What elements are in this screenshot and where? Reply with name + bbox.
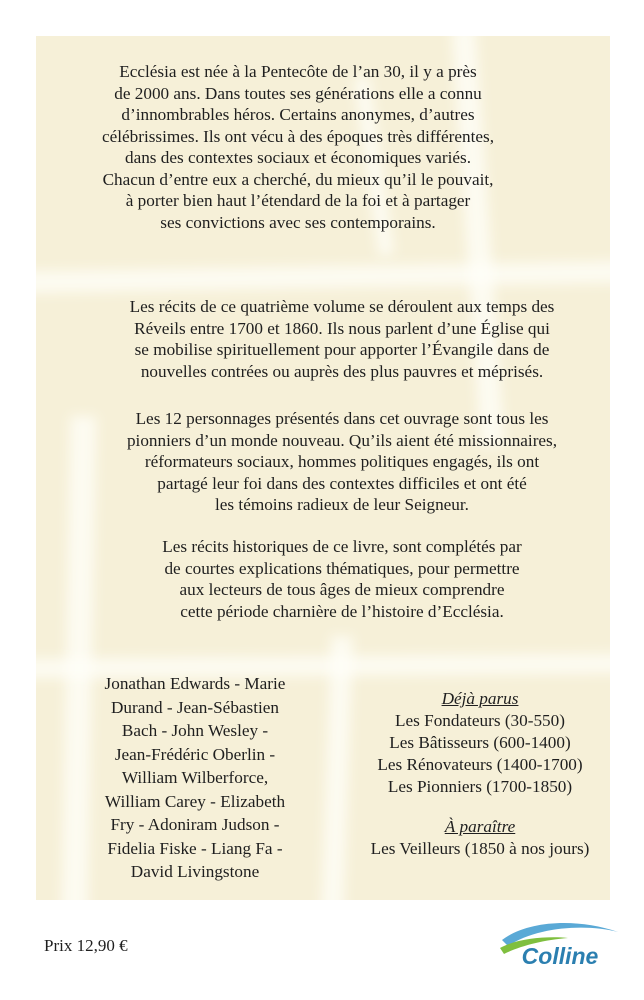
book-title: Les Pionniers (1700-1850) bbox=[387, 777, 573, 796]
character-list: Jonathan Edwards - Marie Durand - Jean-Sébastien Bach - John Wesley - Jean-Frédéric Oberlin - William Wilberforce, William Carey - Elizabeth Fry - Adoniram Judson - Fidelia Fiske - Liang Fa - David Livingstone bbox=[104, 674, 286, 881]
price-label: Prix 12,90 € bbox=[44, 936, 128, 955]
upcoming-heading: À paraître bbox=[444, 817, 516, 836]
book-title: Les Veilleurs (1850 à nos jours) bbox=[370, 839, 590, 858]
logo-text: Colline bbox=[521, 943, 599, 969]
book-title: Les Fondateurs (30-550) bbox=[395, 711, 565, 730]
series-list bbox=[355, 688, 605, 860]
book-title: Les Bâtisseurs (600-1400) bbox=[389, 733, 571, 752]
summary-paragraph-3: Les récits historiques de ce livre, sont complétés par de courtes explications thématiques, pour permettre aux lecteurs de tous âges de mieux comprendre cette période charnière de l’histoire d’Ecclésia. bbox=[162, 537, 522, 621]
book-title: Les Rénovateurs (1400-1700) bbox=[377, 755, 583, 774]
publisher-logo bbox=[498, 918, 622, 972]
summary-paragraph-2: Les 12 personnages présentés dans cet ouvrage sont tous les pionniers d’un monde nouveau. Qu’ils aient été missionnaires, réformateurs sociaux, hommes politiques engagés, ils ont partagé leur foi dans des contextes difficiles et ont été les témoins radieux de leur Seigneur. bbox=[126, 409, 558, 514]
intro-paragraph: Ecclésia est née à la Pentecôte de l’an 30, il y a près de 2000 ans. Dans toutes ses générations elle a connu d’innombrables héros. Certains anonymes, d’autres célébrissimes. Ils ont vécu à des époques très différentes, dans des contextes sociaux et économiques variés. Chacun d’entre eux a cherché, du mieux qu’il le pouvait, à porter bien haut l’étendard de la foi et à partager ses convictions avec ses contemporains. bbox=[101, 62, 494, 232]
published-heading: Déjà parus bbox=[441, 689, 519, 708]
summary-paragraph-1: Les récits de ce quatrième volume se déroulent aux temps des Réveils entre 1700 et 1860. Ils nous parlent d’une Église qui se mobilise spirituellement pour apporter l’Évangile dans de nouvelles contrées ou auprès des plus pauvres et méprisés. bbox=[129, 297, 555, 381]
